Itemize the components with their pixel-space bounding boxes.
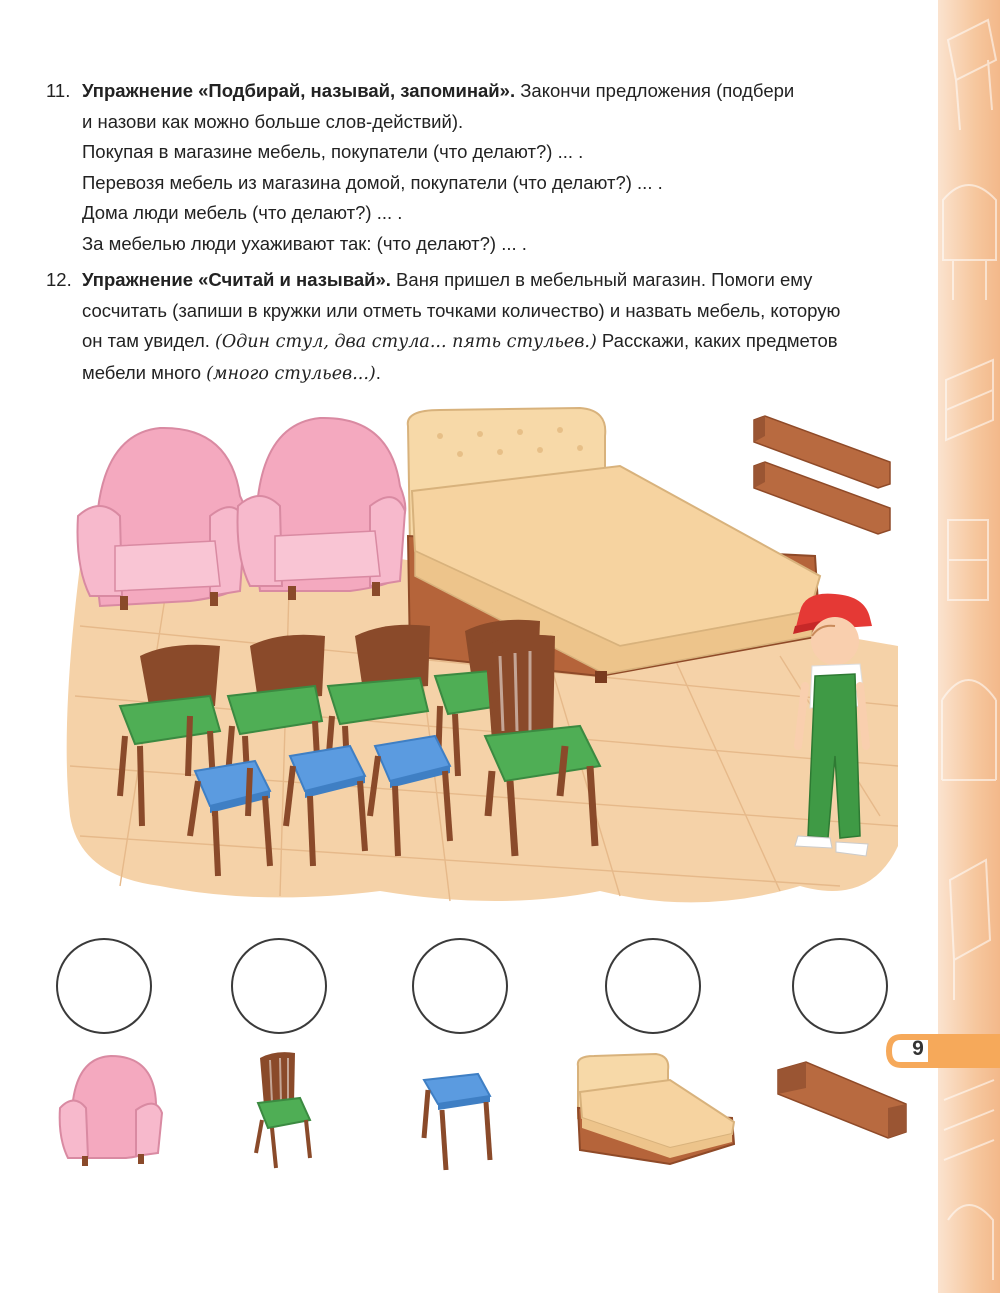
- answer-circle-stools[interactable]: [412, 938, 508, 1034]
- exercise-12-line4-end: .: [375, 361, 381, 383]
- wall-shelves: [754, 416, 890, 534]
- armchair-1: [78, 428, 247, 610]
- exercise-12-line3-start: он там увидел.: [82, 330, 216, 351]
- furniture-store-scene: [60, 396, 898, 908]
- armchair-icon: [56, 1048, 166, 1173]
- page-number-badge: [880, 1032, 1000, 1070]
- exercise-11-sentence-4: За мебелью люди ухаживают так: (что делают?) ... .: [82, 232, 527, 254]
- page-number: 9: [912, 1037, 924, 1060]
- exercise-12-line4-start: мебели много: [82, 361, 207, 383]
- exercise-12-line3: [82, 326, 912, 358]
- exercise-11-title: Упражнение «Подбирай, называй, запоминай».: [82, 80, 516, 101]
- decorative-side-stripe: [938, 0, 1000, 1293]
- exercise-11: [46, 76, 912, 259]
- exercise-11-number: 11.: [46, 80, 71, 101]
- exercise-12-line3-end: Расскажи, каких предметов: [596, 330, 838, 351]
- answer-circle-shelves[interactable]: [792, 938, 888, 1034]
- exercise-12-line4: [82, 358, 912, 390]
- exercise-text: [46, 76, 912, 389]
- exercise-11-intro: Закончи предложения (подбери: [515, 80, 795, 101]
- answer-circle-beds[interactable]: [605, 938, 701, 1034]
- exercise-11-sentence-1: Покупая в магазине мебель, покупатели (что делают?) ... .: [82, 141, 584, 162]
- exercise-12-number: 12.: [46, 269, 72, 290]
- furniture-sketch-pattern: [938, 0, 1000, 1293]
- chair-icon: [250, 1048, 320, 1173]
- answer-circle-chairs[interactable]: [231, 938, 327, 1034]
- armchair-2: [238, 418, 406, 600]
- exercise-11-line1: [82, 76, 912, 107]
- exercise-11-intro-line2: и назови как можно больше слов-действий).: [82, 110, 464, 132]
- exercise-12-example-2: (много стульев...): [206, 363, 376, 384]
- exercise-11-sentence-2: Перевозя мебель из магазина домой, покупатели (что делают?) ... .: [82, 171, 663, 193]
- stool-icon: [420, 1048, 495, 1173]
- exercise-12-intro: Ваня пришел в мебельный магазин. Помоги ему: [390, 269, 813, 290]
- answer-circle-armchairs[interactable]: [56, 938, 152, 1034]
- bed-icon: [574, 1048, 740, 1173]
- exercise-12-example: (Один стул, два стула... пять стульев.): [215, 332, 597, 352]
- exercise-12-line1: [82, 265, 912, 296]
- exercise-12: [46, 265, 912, 389]
- exercise-12-line2: сосчитать (запиши в кружки или отметь точками количество) и назвать мебель, которую: [82, 299, 841, 321]
- exercise-12-title: Упражнение «Считай и называй».: [82, 269, 391, 290]
- exercise-11-sentence-3: Дома люди мебель (что делают?) ... .: [82, 202, 403, 223]
